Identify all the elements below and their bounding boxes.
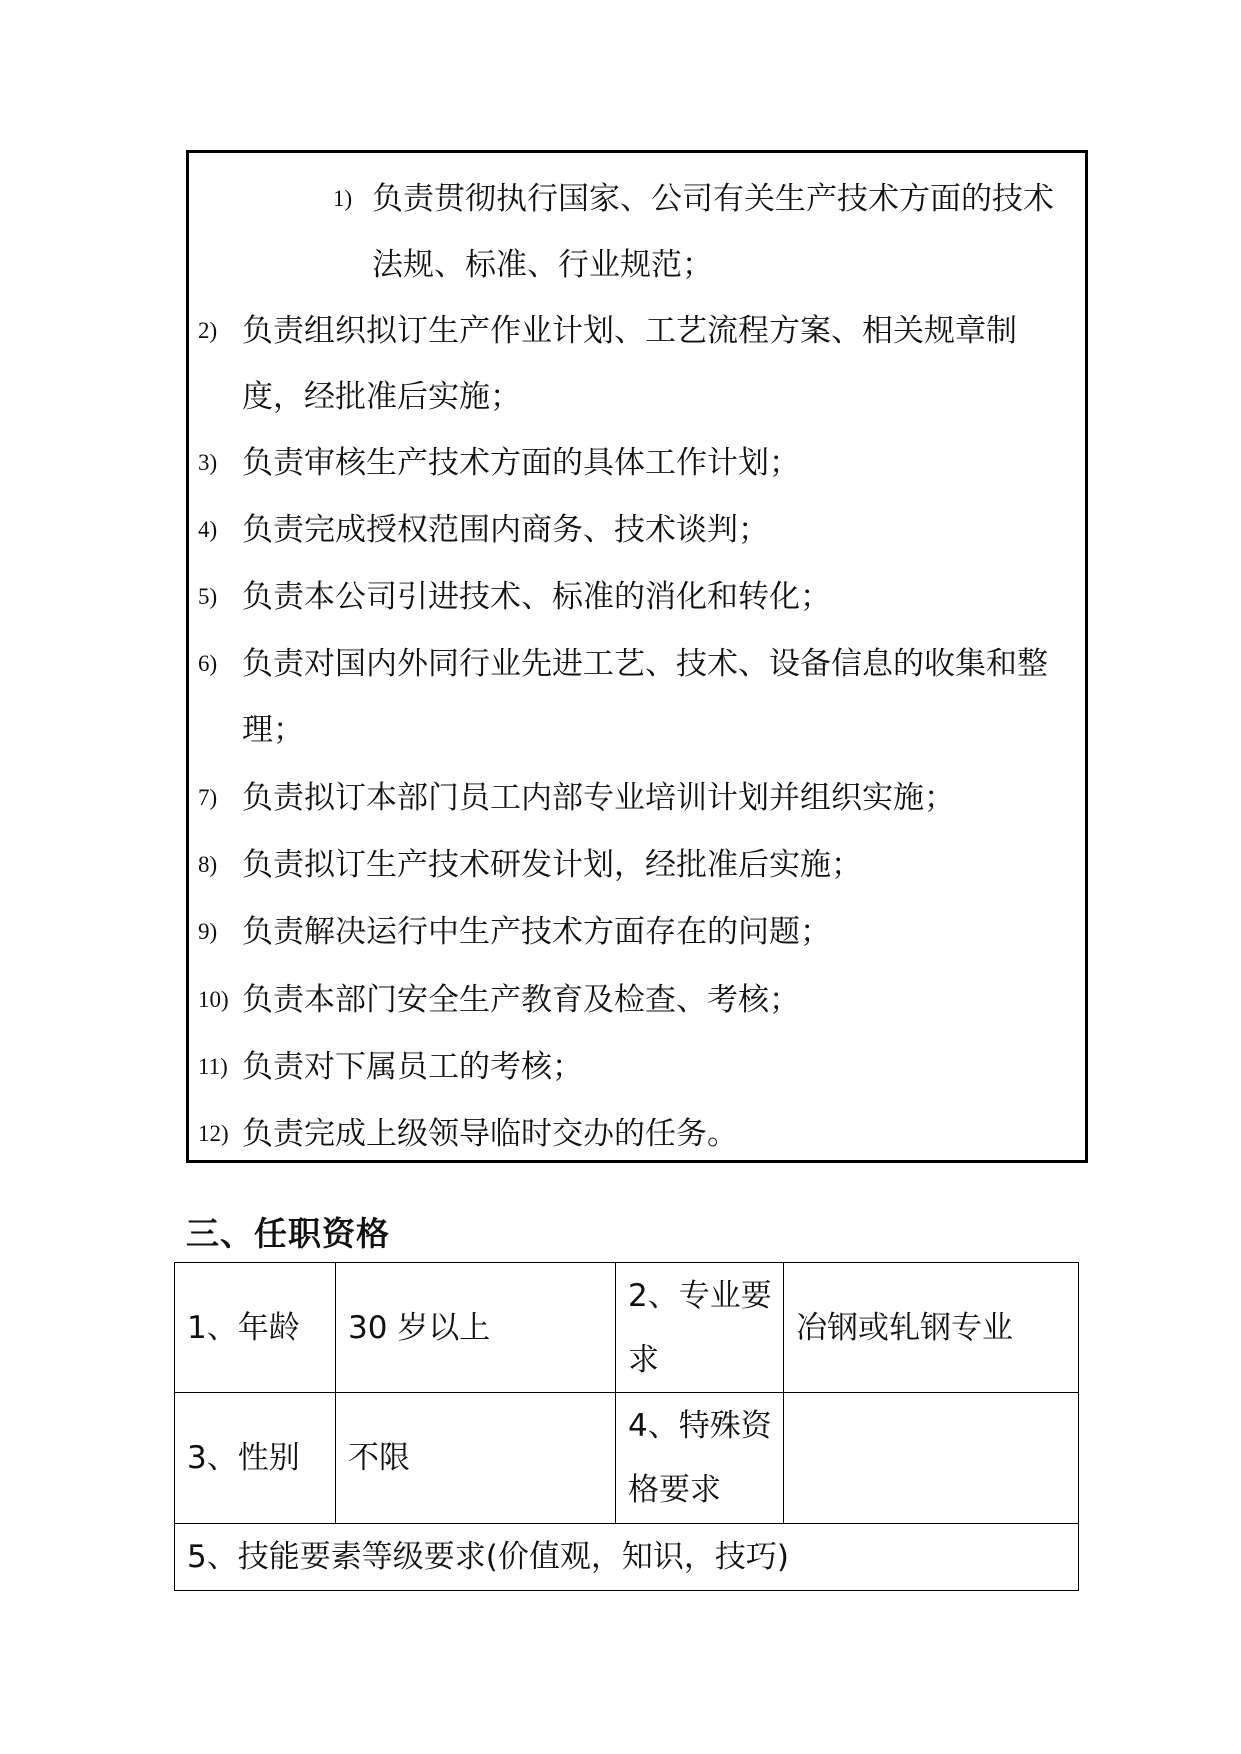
skills-label: 5、技能要素等级要求(价值观，知识，技巧) [175, 1523, 1079, 1590]
duty-number: 5) [198, 584, 218, 609]
table-row [175, 1263, 1079, 1393]
duty-text: 负责完成授权范围内商务、技术谈判； [242, 512, 769, 548]
major-label: 2、专业要求 [616, 1263, 784, 1393]
table-row [175, 1523, 1079, 1590]
section-title: 三、任职资格 [186, 1214, 390, 1253]
age-label: 1、年龄 [175, 1263, 336, 1393]
duty-number: 10) [198, 987, 229, 1012]
duty-number: 7) [198, 785, 218, 810]
gender-value: 不限 [336, 1393, 616, 1523]
special-value [784, 1393, 1079, 1523]
duty-text: 负责对国内外同行业先进工艺、技术、设备信息的收集和整理； [242, 646, 1048, 748]
table-row [175, 1393, 1079, 1523]
duty-text: 负责本公司引进技术、标准的消化和转化； [242, 579, 831, 615]
duty-text: 负责本部门安全生产教育及检查、考核； [242, 982, 800, 1018]
major-value: 冶钢或轧钢专业 [784, 1263, 1079, 1393]
duty-number: 3) [198, 450, 218, 475]
duty-text: 负责组织拟订生产作业计划、工艺流程方案、相关规章制度，经批准后实施； [242, 313, 1017, 415]
duty-text: 负责完成上级领导临时交办的任务。 [242, 1116, 738, 1152]
duty-text: 负责解决运行中生产技术方面存在的问题； [242, 914, 831, 950]
duty-number: 12) [198, 1121, 229, 1146]
qualifications-table [174, 1262, 1079, 1591]
age-value: 30 岁以上 [336, 1263, 616, 1393]
duty-text: 负责拟订本部门员工内部专业培训计划并组织实施； [242, 780, 955, 816]
duties-box [186, 150, 1088, 1163]
gender-label: 3、性别 [175, 1393, 336, 1523]
duty-number: 6) [198, 651, 218, 676]
duty-number: 2) [198, 318, 218, 343]
duty-number: 1) [333, 186, 353, 211]
duty-text: 负责审核生产技术方面的具体工作计划； [242, 445, 800, 481]
duty-text: 负责贯彻执行国家、公司有关生产技术方面的技术法规、标准、行业规范； [372, 181, 1054, 283]
special-label: 4、特殊资格要求 [616, 1393, 784, 1523]
duty-text: 负责拟订生产技术研发计划，经批准后实施； [242, 847, 862, 883]
duty-number: 9) [198, 919, 218, 944]
duty-number: 4) [198, 517, 218, 542]
duty-text: 负责对下属员工的考核； [242, 1049, 583, 1085]
duty-number: 11) [198, 1054, 228, 1079]
duty-number: 8) [198, 852, 218, 877]
